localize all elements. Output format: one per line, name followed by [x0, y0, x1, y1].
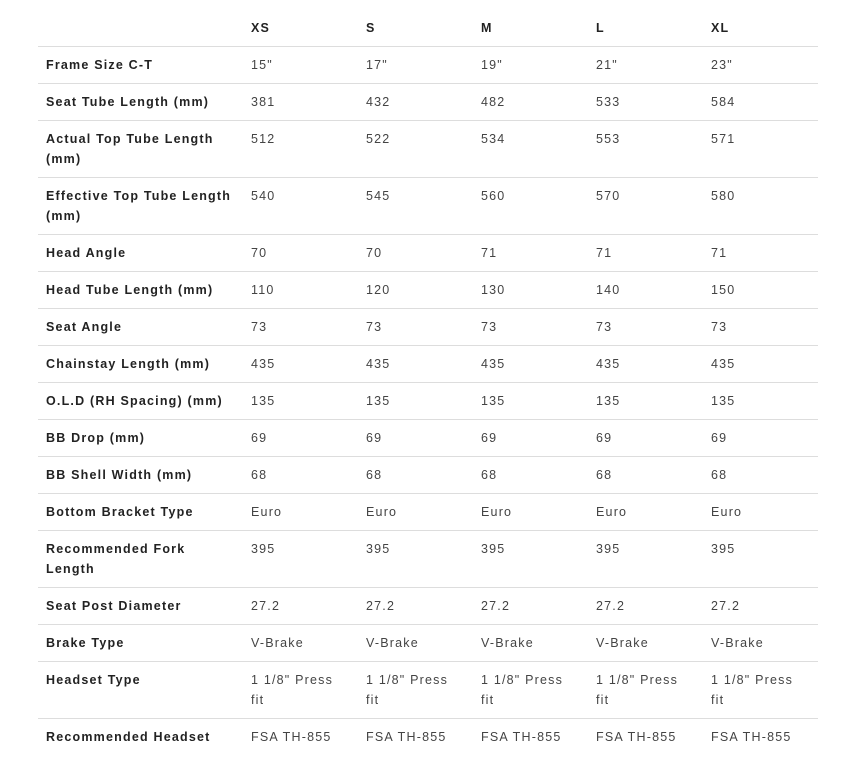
row-value-s: 17"	[366, 57, 388, 72]
table-row	[38, 493, 818, 530]
row-value-xs: 540	[251, 188, 276, 203]
table-row	[38, 718, 818, 755]
row-value-l: 73	[596, 319, 613, 334]
row-value-s: V-Brake	[366, 635, 419, 650]
row-value-xs: 70	[251, 245, 268, 260]
row-value-xl: 395	[711, 541, 736, 556]
row-value-l: 1 1/8" Press fit	[596, 672, 679, 707]
size-header-s: S	[366, 21, 376, 35]
row-value-m: 560	[481, 188, 506, 203]
row-value-m: 68	[481, 467, 498, 482]
row-value-xl: 1 1/8" Press fit	[711, 672, 794, 707]
table-row	[38, 234, 818, 271]
row-label: Brake Type	[46, 635, 125, 650]
row-value-l: 533	[596, 94, 621, 109]
table-row	[38, 456, 818, 493]
row-label: Effective Top Tube Length (mm)	[46, 188, 232, 223]
row-value-l: 553	[596, 131, 621, 146]
row-value-l: FSA TH-855	[596, 729, 677, 744]
row-value-m: FSA TH-855	[481, 729, 562, 744]
row-value-xl: V-Brake	[711, 635, 764, 650]
table-row	[38, 530, 818, 587]
row-value-m: 435	[481, 356, 506, 371]
row-value-l: 140	[596, 282, 621, 297]
row-value-s: Euro	[366, 504, 398, 519]
row-value-xs: 110	[251, 282, 275, 297]
table-row	[38, 382, 818, 419]
size-header-xl: XL	[711, 21, 730, 35]
row-value-l: 570	[596, 188, 621, 203]
row-value-xs: 395	[251, 541, 276, 556]
row-value-s: 27.2	[366, 598, 396, 613]
row-value-xl: 68	[711, 467, 728, 482]
row-value-xl: 571	[711, 131, 736, 146]
row-value-s: FSA TH-855	[366, 729, 447, 744]
row-label: BB Shell Width (mm)	[46, 467, 193, 482]
table-row	[38, 587, 818, 624]
table-row	[38, 661, 818, 718]
geometry-table	[38, 9, 818, 755]
row-value-xl: FSA TH-855	[711, 729, 792, 744]
row-label: Seat Angle	[46, 319, 123, 334]
row-value-m: 482	[481, 94, 506, 109]
table-body	[38, 46, 818, 755]
row-value-m: 130	[481, 282, 506, 297]
row-value-xl: 584	[711, 94, 736, 109]
table-row	[38, 83, 818, 120]
row-value-s: 1 1/8" Press fit	[366, 672, 449, 707]
row-value-s: 432	[366, 94, 391, 109]
row-value-l: 135	[596, 393, 621, 408]
row-value-l: 395	[596, 541, 621, 556]
row-value-s: 120	[366, 282, 391, 297]
row-label: BB Drop (mm)	[46, 430, 146, 445]
row-value-xs: 381	[251, 94, 276, 109]
row-value-s: 522	[366, 131, 391, 146]
row-value-xl: Euro	[711, 504, 743, 519]
row-value-s: 135	[366, 393, 391, 408]
row-value-m: 395	[481, 541, 506, 556]
row-value-s: 68	[366, 467, 383, 482]
table-row	[38, 46, 818, 83]
table-row	[38, 419, 818, 456]
row-value-s: 73	[366, 319, 383, 334]
row-value-l: V-Brake	[596, 635, 649, 650]
row-value-xs: V-Brake	[251, 635, 304, 650]
row-value-m: 534	[481, 131, 506, 146]
table-row	[38, 345, 818, 382]
row-value-xl: 73	[711, 319, 728, 334]
row-label: Head Tube Length (mm)	[46, 282, 214, 297]
size-header-m: M	[481, 21, 493, 35]
row-value-xl: 135	[711, 393, 736, 408]
row-value-xs: 1 1/8" Press fit	[251, 672, 334, 707]
row-label: Recommended Headset	[46, 729, 211, 744]
row-value-m: 71	[481, 245, 498, 260]
row-value-l: 21"	[596, 57, 618, 72]
row-label: Headset Type	[46, 672, 141, 687]
row-value-m: Euro	[481, 504, 513, 519]
row-value-xl: 435	[711, 356, 736, 371]
row-label: Seat Tube Length (mm)	[46, 94, 210, 109]
size-header-l: L	[596, 21, 605, 35]
row-value-m: 1 1/8" Press fit	[481, 672, 564, 707]
row-value-l: 69	[596, 430, 613, 445]
table-row	[38, 271, 818, 308]
table-row	[38, 177, 818, 234]
row-value-m: 69	[481, 430, 498, 445]
row-label: Actual Top Tube Length (mm)	[46, 131, 214, 166]
table-row	[38, 624, 818, 661]
row-label: Chainstay Length (mm)	[46, 356, 211, 371]
row-label: Frame Size C-T	[46, 57, 154, 72]
row-value-xs: FSA TH-855	[251, 729, 332, 744]
header-corner-cell	[38, 9, 243, 46]
row-label: Bottom Bracket Type	[46, 504, 194, 519]
row-value-xs: 27.2	[251, 598, 281, 613]
row-value-m: 135	[481, 393, 506, 408]
row-value-s: 435	[366, 356, 391, 371]
row-value-xs: 73	[251, 319, 268, 334]
row-value-xl: 27.2	[711, 598, 741, 613]
geometry-table-container	[38, 9, 818, 755]
table-row	[38, 120, 818, 177]
table-header	[38, 9, 818, 46]
row-value-s: 395	[366, 541, 391, 556]
row-value-xl: 71	[711, 245, 728, 260]
row-label: O.L.D (RH Spacing) (mm)	[46, 393, 223, 408]
row-value-l: 27.2	[596, 598, 626, 613]
row-value-s: 69	[366, 430, 383, 445]
row-label: Seat Post Diameter	[46, 598, 182, 613]
row-value-l: 71	[596, 245, 613, 260]
header-row	[38, 9, 818, 46]
row-value-xs: 68	[251, 467, 268, 482]
row-value-xs: 512	[251, 131, 276, 146]
row-label: Recommended Fork Length	[46, 541, 186, 576]
row-value-xs: 435	[251, 356, 276, 371]
row-value-xs: 15"	[251, 57, 273, 72]
row-value-s: 545	[366, 188, 391, 203]
row-value-xs: 69	[251, 430, 268, 445]
row-value-xl: 23"	[711, 57, 733, 72]
row-value-xl: 580	[711, 188, 736, 203]
row-value-xs: 135	[251, 393, 276, 408]
size-header-xs: XS	[251, 21, 271, 35]
table-row	[38, 308, 818, 345]
row-value-m: V-Brake	[481, 635, 534, 650]
row-label: Head Angle	[46, 245, 127, 260]
row-value-l: Euro	[596, 504, 628, 519]
row-value-m: 73	[481, 319, 498, 334]
row-value-xl: 69	[711, 430, 728, 445]
row-value-m: 19"	[481, 57, 503, 72]
row-value-s: 70	[366, 245, 383, 260]
row-value-l: 68	[596, 467, 613, 482]
row-value-l: 435	[596, 356, 621, 371]
row-value-xs: Euro	[251, 504, 283, 519]
row-value-m: 27.2	[481, 598, 511, 613]
row-value-xl: 150	[711, 282, 736, 297]
